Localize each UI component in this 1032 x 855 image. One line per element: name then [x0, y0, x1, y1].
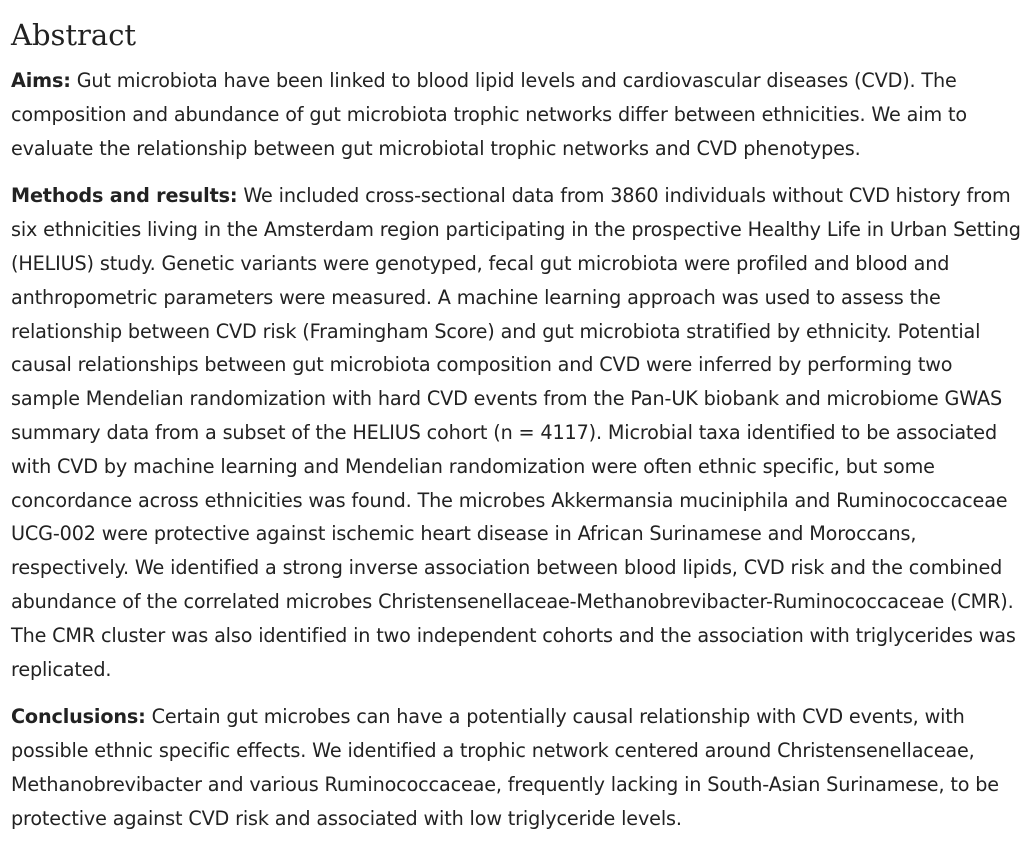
conclusions-label: Conclusions: — [11, 705, 146, 729]
methods-results-paragraph — [11, 179, 1021, 686]
aims-paragraph — [11, 64, 1021, 165]
abstract-section — [11, 10, 1021, 850]
aims-text: Gut microbiota have been linked to blood lipid levels and cardiovascular diseases (CVD). The composition and abundance of gut microbiota trophic networks differ between ethnicities. We aim to evaluate the relationship between gut microbiotal trophic networks and CVD phenotypes. — [11, 69, 967, 160]
methods-results-label: Methods and results: — [11, 184, 238, 208]
aims-label: Aims: — [11, 69, 71, 92]
conclusions-text: Certain gut microbes can have a potentially causal relationship with CVD events, with possible ethnic specific effects. We identified a trophic network centered around Christensenellaceae, Methanobrevibacter and various Ruminococcaceae, frequently lacking in South-Asian Surinamese, to be protective against CVD risk and associated with low triglyceride levels. — [11, 705, 999, 830]
abstract-heading: Abstract — [11, 18, 137, 52]
methods-results-text: We included cross-sectional data from 3860 individuals without CVD history from six ethnicities living in the Amsterdam region participating in the prospective Healthy Life in Urban Setting (HELIUS) study. Genetic variants were genotyped, fecal gut microbiota were profiled and blood and anthropometric parameters were measured. A machine learning approach was used to assess the relationship between CVD risk (Framingham Score) and gut microbiota stratified by ethnicity. Potential causal relationships between gut microbiota composition and CVD were inferred by performing two sample Mendelian randomization with hard CVD events from the Pan-UK biobank and microbiome GWAS summary data from a subset of the HELIUS cohort (n = 4117). Microbial taxa identified to be associated with CVD by machine learning and Mendelian randomization were often ethnic specific, but some concordance across ethnicities was found. The microbes Akkermansia muciniphila and Ruminococcaceae UCG-002 were protective against ischemic heart disease in African Surinamese and Moroccans, respectively. We identified a strong inverse association between blood lipids, CVD risk and the combined abundance of the correlated microbes Christensenellaceae-Methanobrevibacter-Ruminococcaceae (CMR). The CMR cluster was also identified in two independent cohorts and the association with triglycerides was replicated. — [11, 184, 1021, 681]
conclusions-paragraph — [11, 700, 1021, 835]
